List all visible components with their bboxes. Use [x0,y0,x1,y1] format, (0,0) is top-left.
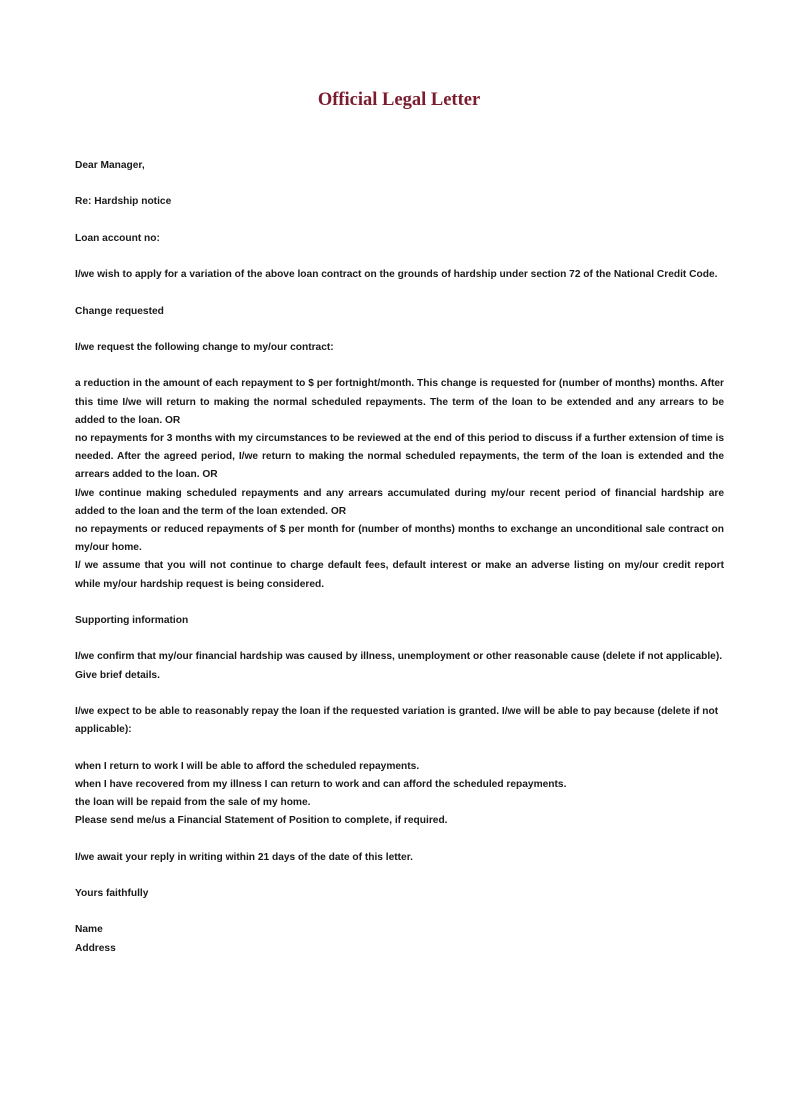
change-options [75,375,724,593]
option-item: no repayments or reduced repayments of $ per month for (number of months) months to exchange an unconditional sale contract on my/our home. [75,523,724,554]
reason-item: when I return to work I will be able to afford the scheduled repayments. [75,760,420,772]
page-title: Official Legal Letter [317,90,481,110]
option-item: a reduction in the amount of each repayment to $ per fortnight/month. This change is requested for (number of months) months. After this time I/we will return to making the normal scheduled repayments. The term of the loan to be extended and any arrears to be added to the loan. OR [75,378,724,426]
loan-account-line: Loan account no: [75,232,160,244]
support-repay-paragraph: I/we expect to be able to reasonably repay the loan if the requested variation is granted. I/we will be able to pay because (delete if not applicable): [75,705,719,736]
greeting: Dear Manager, [75,160,145,171]
letter-body [75,157,724,958]
option-item: I/we continue making scheduled repayments and any arrears accumulated during my/our recent period of financial hardship are added to the loan and the term of the loan extended. OR [75,487,724,517]
support-heading: Supporting information [75,614,189,626]
repay-reasons [75,758,724,831]
name-label: Name [75,924,103,936]
support-cause-paragraph: I/we confirm that my/our financial hardship was caused by illness, unemployment or other reasonable cause (delete if not applicable). Give brief details. [75,651,723,681]
change-intro: I/we request the following change to my/our contract: [75,341,334,353]
await-paragraph: I/we await your reply in writing within 21 days of the date of this letter. [75,851,413,863]
reason-item: the loan will be repaid from the sale of my home. [75,796,311,808]
option-item: no repayments for 3 months with my circumstances to be reviewed at the end of this period to discuss if a further extension of time is needed. After the agreed period, I/we return to making the normal scheduled repayments, the term of the loan is extended and the arrears added to the loan. OR [75,432,724,481]
reason-item: when I have recovered from my illness I can return to work and can afford the scheduled repayments. [75,778,567,790]
re-line: Re: Hardship notice [75,196,172,208]
intro-paragraph: I/we wish to apply for a variation of the above loan contract on the grounds of hardship under section 72 of the National Credit Code. [75,269,718,281]
reason-item: Please send me/us a Financial Statement of Position to complete, if required. [75,815,448,827]
change-heading: Change requested [75,305,164,317]
option-item: I/ we assume that you will not continue to charge default fees, default interest or make an adverse listing on my/our credit report while my/our hardship request is being considered. [75,560,724,590]
closing: Yours faithfully [75,887,149,899]
address-label: Address [75,942,116,954]
